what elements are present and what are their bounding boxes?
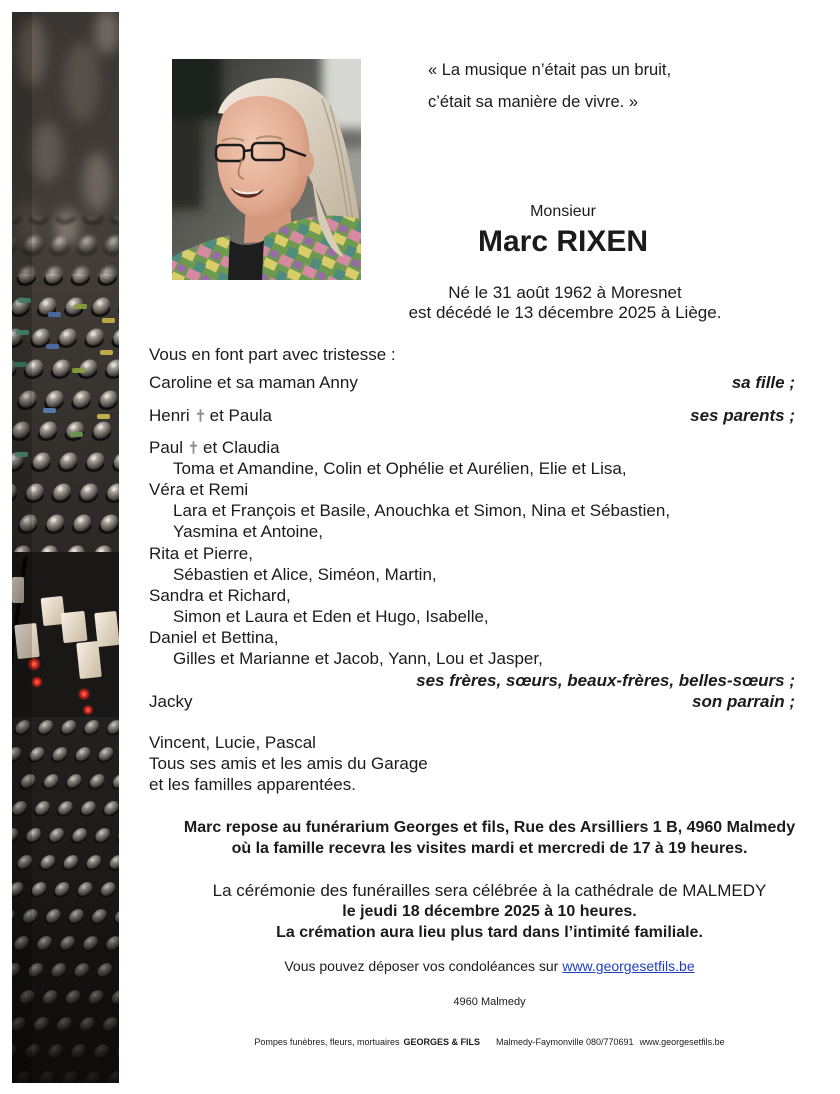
- footer-company: GEORGES & FILS: [403, 1037, 480, 1047]
- sibling-partner: et Claudia: [203, 437, 280, 457]
- death-line: est décédé le 13 décembre 2025 à Liège.: [408, 303, 722, 322]
- parent-father: Henri: [149, 406, 190, 426]
- family-row-parents: [149, 405, 795, 426]
- footer-contact: Malmedy-Faymonville 080/770691: [495, 1037, 634, 1047]
- funerarium-line-1: Marc repose au funérarium Georges et fils, Rue des Arsilliers 1 B, 4960 Malmedy: [183, 819, 796, 836]
- quote-line-2: c’était sa manière de vivre. »: [428, 93, 639, 111]
- portrait-photo: [172, 59, 361, 280]
- funerarium-line-2: où la famille recevra les visites mardi et mercredi de 17 à 19 heures.: [231, 839, 748, 857]
- sibling-children: Sébastien et Alice, Siméon, Martin,: [173, 564, 437, 584]
- family-row-godfather: [149, 691, 795, 712]
- sibling-name: Paul: [149, 437, 184, 457]
- cross-icon: [196, 409, 205, 422]
- funerarium-info: [149, 818, 830, 859]
- ceremony-line-1: La cérémonie des funérailles sera célébrée à la cathédrale de MALMEDY: [212, 881, 767, 900]
- honorific-title: Monsieur: [530, 203, 596, 220]
- sibling-children: Lara et François et Basile, Anouchka et Simon, Nina et Sébastien,: [173, 501, 671, 521]
- condolences-text: Vous pouvez déposer vos condoléances sur: [284, 958, 559, 974]
- family-list: [149, 344, 795, 796]
- footer-services: Pompes funèbres, fleurs, mortuaires: [254, 1037, 400, 1047]
- quote-line-1: « La musique n’était pas un bruit,: [428, 61, 672, 79]
- sibling-children: Gilles et Marianne et Jacob, Yann, Lou et Jasper,: [173, 649, 543, 669]
- daughter-names: Caroline et sa maman Anny: [149, 373, 358, 393]
- cremation-line: La crémation aura lieu plus tard dans l’intimité familiale.: [276, 924, 703, 941]
- sibling-couple-4: Sandra et Richard,: [149, 585, 291, 605]
- family-row-daughter: [149, 372, 795, 393]
- footer-website: www.georgesetfils.be: [639, 1037, 725, 1047]
- deceased-name: Marc RIXEN: [477, 225, 649, 258]
- parent-mother: et Paula: [209, 406, 273, 426]
- mixing-console-image: [12, 12, 119, 1083]
- others-line: Tous ses amis et les amis du Garage: [149, 754, 428, 774]
- ceremony-date: le jeudi 18 décembre 2025 à 10 heures.: [342, 903, 637, 920]
- sibling-children: Yasmina et Antoine,: [173, 522, 323, 542]
- birth-line: Né le 31 août 1962 à Moresnet: [448, 283, 682, 302]
- sibling-couple-1: [149, 437, 795, 458]
- godfather-name: Jacky: [149, 691, 193, 711]
- cross-icon: [189, 441, 198, 454]
- quote: [428, 54, 671, 118]
- parents-relation: ses parents ;: [690, 406, 795, 426]
- condolences-link[interactable]: www.georgesetfils.be: [562, 958, 695, 974]
- life-dates: [365, 283, 765, 323]
- footer: [149, 1036, 830, 1048]
- condolences-line: [149, 957, 830, 975]
- sibling-children: Toma et Amandine, Colin et Ophélie et Aurélien, Elie et Lisa,: [173, 458, 627, 478]
- sibling-couple-3: Rita et Pierre,: [149, 543, 253, 563]
- others-line: et les familles apparentées.: [149, 775, 356, 795]
- ceremony-info: [149, 880, 830, 943]
- family-row-siblings-relation: [149, 670, 795, 691]
- portrait-image: [172, 59, 361, 280]
- others-line: Vincent, Lucie, Pascal: [149, 733, 316, 752]
- dark-tshirt: [226, 239, 266, 280]
- face: [217, 96, 310, 220]
- daughter-relation: sa fille ;: [731, 373, 795, 393]
- locality: 4960 Malmedy: [453, 996, 526, 1008]
- sibling-couple-5: Daniel et Bettina,: [149, 628, 279, 648]
- intro-text: Vous en font part avec tristesse :: [149, 345, 396, 364]
- godfather-relation: son parrain ;: [692, 691, 795, 711]
- sibling-children: Simon et Laura et Eden et Hugo, Isabelle,: [173, 607, 489, 627]
- parents-names: [149, 405, 272, 426]
- sibling-couple-2: Véra et Remi: [149, 479, 249, 499]
- mixing-console-photo: [12, 12, 119, 1083]
- siblings-relation: ses frères, sœurs, beaux-frères, belles-sœurs ;: [416, 670, 795, 690]
